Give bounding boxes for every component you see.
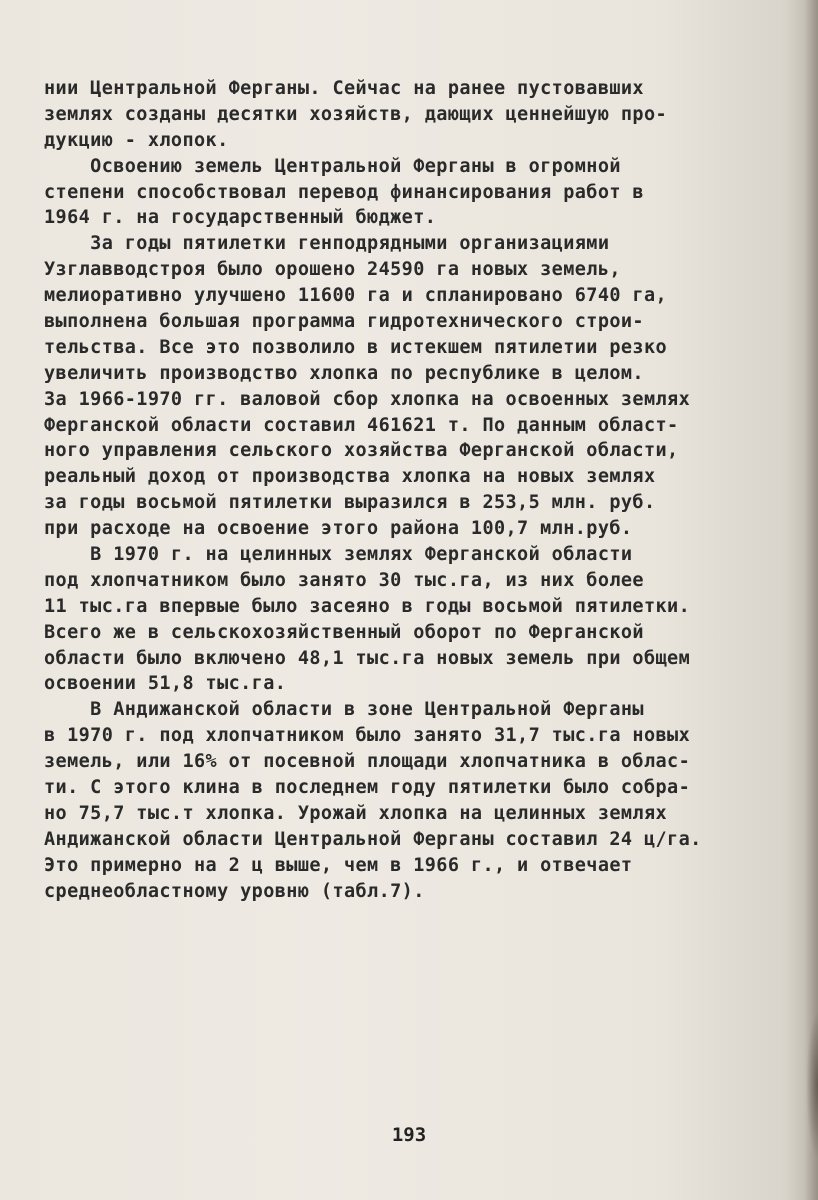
text-line: Освоению земель Центральной Ферганы в огромной bbox=[44, 155, 621, 177]
text-line: В Андижанской области в зоне Центральной Ферганы bbox=[44, 699, 644, 721]
text-line: среднеобластному уровню (табл.7). bbox=[44, 880, 425, 902]
text-line: земель, или 16% от посевной площади хлопчатника в облас- bbox=[44, 751, 691, 773]
text-line: в 1970 г. под хлопчатником было занято 31,7 тыс.га новых bbox=[44, 725, 691, 747]
text-line: выполнена большая программа гидротехнического строи- bbox=[44, 311, 644, 333]
text-line: 11 тыс.га впервые было засеяно в годы восьмой пятилетки. bbox=[44, 595, 691, 617]
text-line: За годы пятилетки генподрядными организациями bbox=[44, 233, 610, 255]
text-line: ного управления сельского хозяйства Ферганской области, bbox=[44, 440, 679, 462]
body-text bbox=[44, 76, 784, 905]
text-line: нии Центральной Ферганы. Сейчас на ранее пустовавших bbox=[44, 78, 644, 99]
text-line: За 1966-1970 гг. валовой сбор хлопка на освоенных землях bbox=[44, 388, 691, 410]
text-line: 1964 г. на государственный бюджет. bbox=[44, 207, 437, 229]
page-number: 193 bbox=[391, 1124, 427, 1146]
text-line: Узглавводстроя было орошено 24590 га новых земель, bbox=[44, 259, 621, 281]
text-line: за годы восьмой пятилетки выразился в 253,5 млн. руб. bbox=[44, 492, 656, 514]
text-line: освоении 51,8 тыс.га. bbox=[44, 673, 287, 695]
text-line: дукцию - хлопок. bbox=[44, 129, 229, 151]
text-line: Всего же в сельскохозяйственный оборот по Ферганской bbox=[44, 621, 644, 643]
text-line: реальный доход от производства хлопка на новых землях bbox=[44, 466, 656, 488]
text-line: В 1970 г. на целинных землях Ферганской области bbox=[44, 544, 633, 566]
text-line: при расходе на освоение этого района 100,7 млн.руб. bbox=[44, 518, 633, 540]
text-line: области было включено 48,1 тыс.га новых земель при общем bbox=[44, 647, 691, 669]
text-line: ти. С этого клина в последнем году пятилетки было собра- bbox=[44, 777, 691, 799]
text-line: степени способствовал перевод финансирования работ в bbox=[44, 181, 644, 203]
text-line: мелиоративно улучшено 11600 га и спланировано 6740 га, bbox=[44, 285, 668, 307]
text-line: под хлопчатником было занято 30 тыс.га, из них более bbox=[44, 569, 644, 591]
text-line: Ферганской области составил 461621 т. По данным област- bbox=[44, 414, 679, 436]
text-line: увеличить производство хлопка по республике в целом. bbox=[44, 362, 644, 384]
text-line: Это примерно на 2 ц выше, чем в 1966 г., и отвечает bbox=[44, 854, 633, 876]
text-line: землях созданы десятки хозяйств, дающих ценнейшую про- bbox=[44, 103, 668, 125]
text-line: но 75,7 тыс.т хлопка. Урожай хлопка на целинных землях bbox=[44, 802, 668, 824]
page-edge-mark bbox=[806, 1010, 818, 1160]
text-line: Андижанской области Центральной Ферганы составил 24 ц/га. bbox=[44, 828, 702, 850]
text-line: тельства. Все это позволило в истекшем пятилетии резко bbox=[44, 336, 668, 358]
